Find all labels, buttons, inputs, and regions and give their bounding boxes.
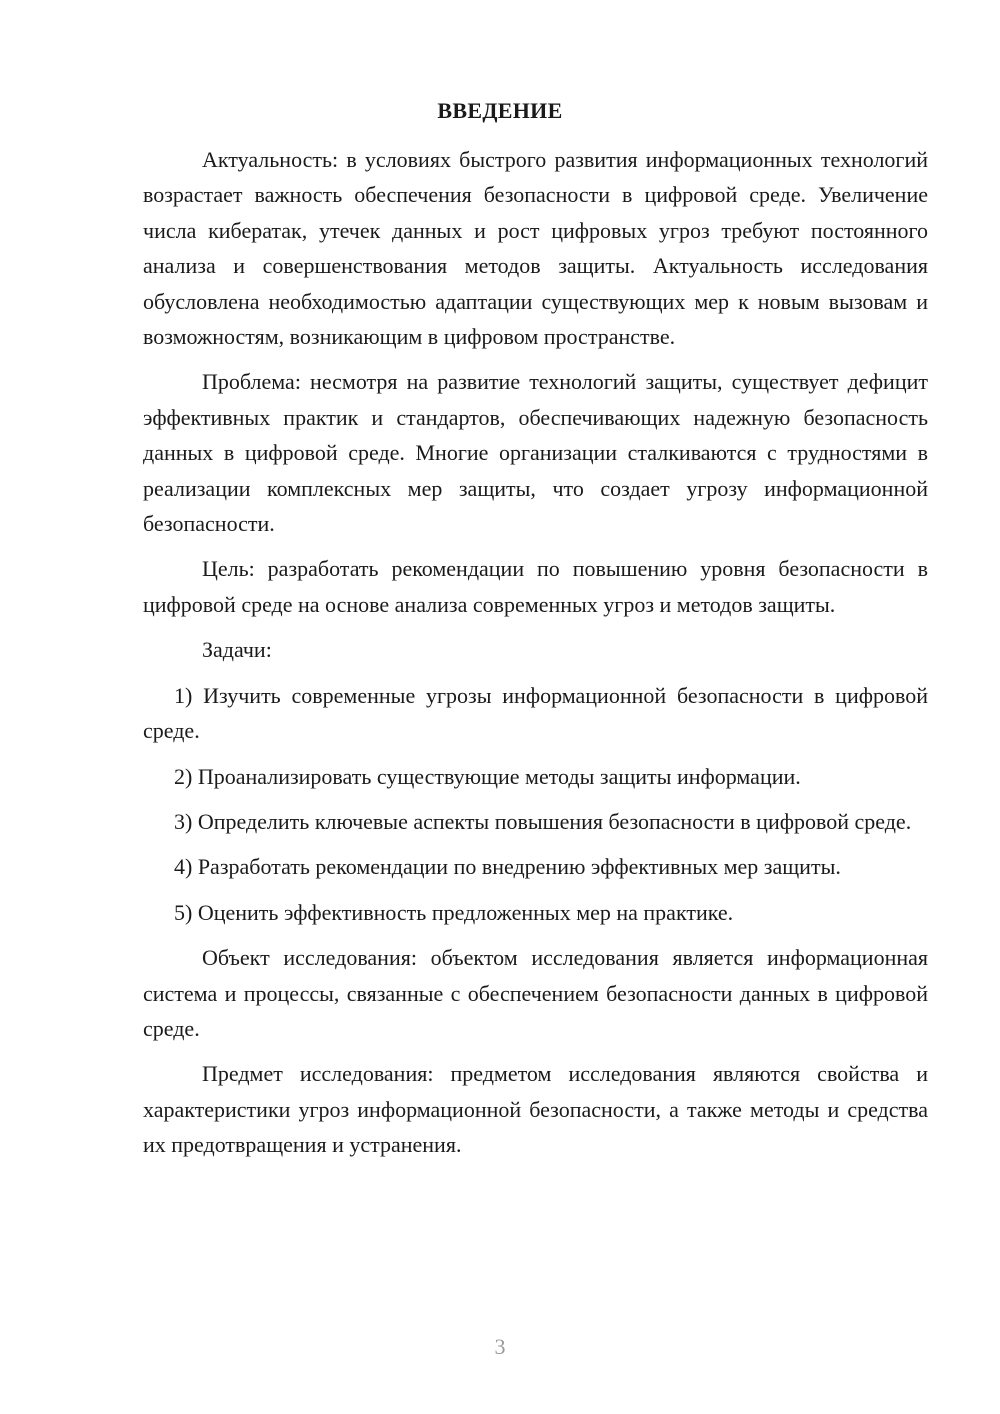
page-number: 3	[494, 1334, 506, 1359]
task-item-3: 3) Определить ключевые аспекты повышения безопасности в цифровой среде.	[174, 808, 912, 834]
task-item-1: 1) Изучить современные угрозы информационной безопасности в цифровой среде.	[143, 682, 928, 744]
paragraph-goal: Цель: разработать рекомендации по повышению уровня безопасности в цифровой среде на основе анализа современных угроз и методов защиты.	[143, 556, 928, 617]
paragraph-object: Объект исследования: объектом исследования является информационная система и процессы, связанные с обеспечением безопасности данных в цифровой среде.	[143, 945, 928, 1041]
paragraph-subject: Предмет исследования: предметом исследования являются свойства и характеристики угроз информационной безопасности, а также методы и средства их предотвращения и устранения.	[143, 1061, 928, 1158]
task-item-2: 2) Проанализировать существующие методы защиты информации.	[174, 763, 801, 789]
section-title: ВВЕДЕНИЕ	[437, 98, 563, 123]
task-item-5: 5) Оценить эффективность предложенных мер на практике.	[174, 899, 734, 925]
body-text	[143, 142, 928, 1173]
task-item-4: 4) Разработать рекомендации по внедрению эффективных мер защиты.	[174, 854, 841, 880]
paragraph-problem: Проблема: несмотря на развитие технологий защиты, существует дефицит эффективных практик и стандартов, обеспечивающих надежную безопасность данных в цифровой среде. Многие организации сталкиваются с трудностями в реализации комплексных мер защиты, что создает угрозу информационной безопасности.	[143, 369, 928, 537]
paragraph-relevance: Актуальность: в условиях быстрого развития информационных технологий возрастает важность обеспечения безопасности в цифровой среде. Увеличение числа кибератак, утечек данных и рост цифровых угроз требуют постоянного анализа и совершенствования методов защиты. Актуальность исследования обусловлена необходимостью адаптации существующих мер к новым вызовам и возможностям, возникающим в цифровом пространстве.	[143, 147, 928, 350]
paragraph-tasks-heading: Задачи:	[202, 637, 272, 663]
